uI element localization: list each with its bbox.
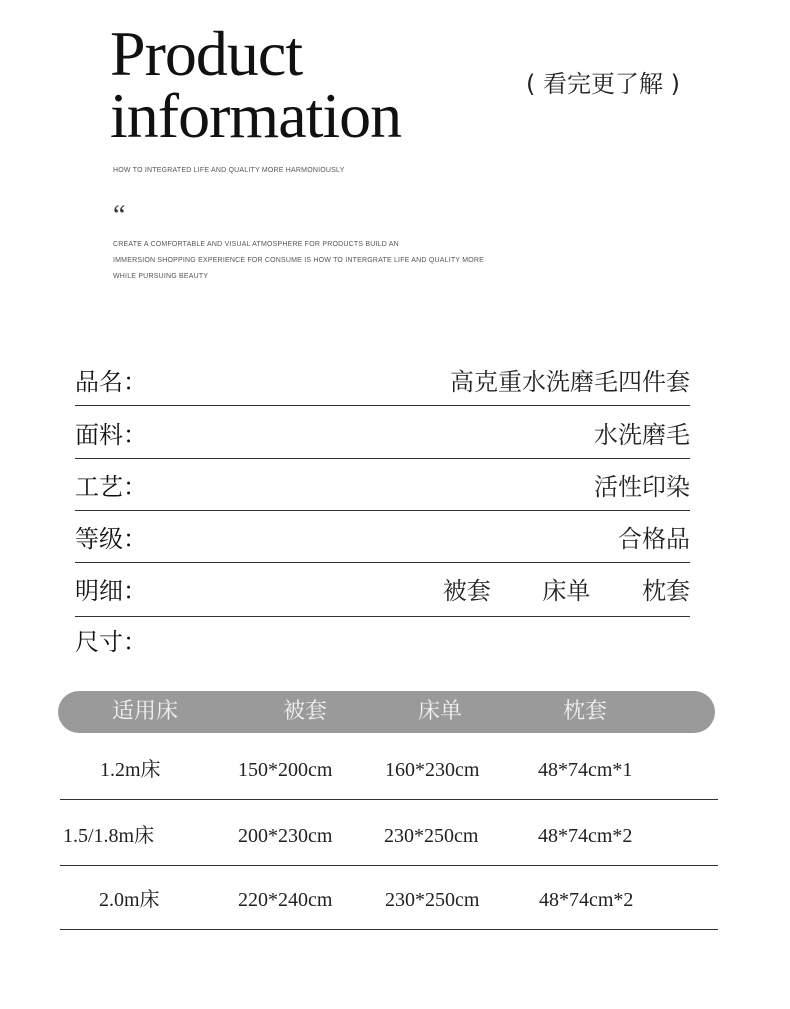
cell-sheet: 160*230cm: [385, 759, 480, 781]
table-row: [60, 740, 718, 800]
detail-sheet: 床单: [542, 577, 591, 605]
divider: [75, 510, 690, 511]
quote-open-icon: “: [113, 200, 126, 231]
spec-label: 工艺：: [75, 473, 147, 501]
cell-sheet: 230*250cm: [384, 825, 479, 847]
cell-duvet: 150*200cm: [238, 759, 333, 781]
spec-row-name: [75, 362, 690, 402]
spec-label: 面料：: [75, 421, 147, 449]
spec-values: [399, 571, 690, 611]
divider: [75, 562, 690, 563]
spec-value: 高克重水洗磨毛四件套: [450, 368, 690, 396]
spec-value: 活性印染: [594, 473, 690, 501]
table-row: [60, 870, 718, 930]
cell-pillowcase: 48*74cm*2: [538, 825, 633, 847]
spec-value: 水洗磨毛: [594, 421, 690, 449]
table-row: [60, 806, 718, 866]
header-sheet: 床单: [418, 699, 463, 724]
title-line-2: information: [110, 80, 402, 151]
tagline: HOW TO INTEGRATED LIFE AND QUALITY MORE HARMONIOUSLY: [113, 167, 345, 174]
cell-sheet: 230*250cm: [385, 889, 480, 911]
description-line-2: IMMERSION SHOPPING EXPERIENCE FOR CONSUME IS HOW TO INTERGRATE LIFE AND QUALITY MORE: [113, 257, 484, 264]
cell-bed: 1.5/1.8m床: [63, 825, 155, 847]
spec-row-grade: [75, 519, 690, 559]
cell-bed: 1.2m床: [100, 759, 161, 781]
header-duvet: 被套: [283, 699, 328, 724]
cell-pillowcase: 48*74cm*2: [539, 889, 634, 911]
spec-row-size: [75, 622, 690, 662]
cell-duvet: 200*230cm: [238, 825, 333, 847]
spec-row-fabric: [75, 415, 690, 455]
description-line-1: CREATE A COMFORTABLE AND VISUAL ATMOSPHERE FOR PRODUCTS BUILD AN: [113, 241, 399, 248]
description-line-3: WHILE PURSUING BEAUTY: [113, 273, 209, 280]
cell-bed: 2.0m床: [99, 889, 160, 911]
spec-row-process: [75, 467, 690, 507]
subtitle-cn: ( 看完更了解 ): [526, 70, 680, 98]
description: [113, 237, 484, 285]
spec-label: 品名：: [75, 368, 147, 396]
spec-label: 明细：: [75, 577, 147, 605]
spec-label: 尺寸：: [75, 628, 147, 656]
row-divider: [60, 865, 718, 867]
spec-value: 合格品: [618, 525, 690, 553]
divider: [75, 616, 690, 617]
cell-duvet: 220*240cm: [238, 889, 333, 911]
title-line-1: Product: [110, 18, 303, 89]
row-divider: [60, 929, 718, 931]
detail-duvet: 被套: [442, 577, 491, 605]
divider: [75, 458, 690, 459]
row-divider: [60, 799, 718, 801]
cell-pillowcase: 48*74cm*1: [538, 759, 633, 781]
spec-label: 等级：: [75, 525, 147, 553]
size-table-header: [58, 691, 715, 733]
header-pillowcase: 枕套: [563, 699, 608, 724]
header-bed: 适用床: [112, 699, 179, 724]
divider: [75, 405, 690, 406]
spec-row-details: [75, 571, 690, 611]
detail-pillowcase: 枕套: [642, 577, 690, 605]
